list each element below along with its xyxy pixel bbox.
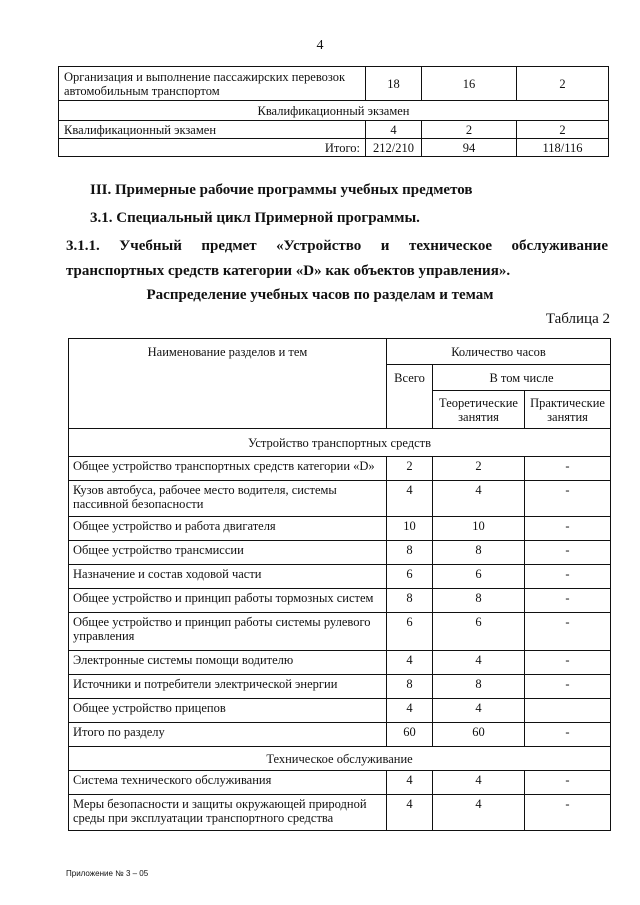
topic-total: 4 — [387, 795, 433, 831]
hours-distribution-table — [68, 338, 611, 831]
table-row — [69, 457, 611, 481]
topic-practice: - — [525, 795, 611, 831]
topic-total: 4 — [387, 699, 433, 723]
topic-practice: - — [525, 589, 611, 613]
topic-practice: - — [525, 771, 611, 795]
topic-name: Общее устройство и работа двигателя — [69, 517, 387, 541]
table-row — [69, 699, 611, 723]
table-total-row — [59, 139, 609, 157]
header-practice: Практические занятия — [525, 391, 611, 429]
header-name: Наименование разделов и тем — [69, 339, 387, 429]
topic-theory: 8 — [433, 541, 525, 565]
page-number: 4 — [316, 38, 324, 53]
topic-name: Общее устройство и принцип работы тормозных систем — [69, 589, 387, 613]
section-title: Устройство транспортных средств — [69, 429, 611, 457]
topic-total: 2 — [387, 457, 433, 481]
table-row — [69, 795, 611, 831]
topic-practice: - — [525, 675, 611, 699]
topic-total: 4 — [387, 771, 433, 795]
topic-name: Общее устройство трансмиссии — [69, 541, 387, 565]
topic-theory: 8 — [433, 589, 525, 613]
header-theory: Теоретические занятия — [433, 391, 525, 429]
table-row — [59, 121, 609, 139]
topic-theory: 6 — [433, 565, 525, 589]
topic-practice: - — [525, 565, 611, 589]
topic-practice — [525, 699, 611, 723]
topic-total: 8 — [387, 675, 433, 699]
topic-name: Общее устройство прицепов — [69, 699, 387, 723]
table-section-row — [69, 747, 611, 771]
topic-practice: - — [525, 457, 611, 481]
topic-total: 4 — [387, 481, 433, 517]
topic-practice: - — [525, 613, 611, 651]
table-row — [69, 771, 611, 795]
topic-total: 6 — [387, 565, 433, 589]
table-row — [69, 651, 611, 675]
table-row — [69, 675, 611, 699]
table-row — [69, 481, 611, 517]
topic-theory: 6 — [433, 613, 525, 651]
total-label: Итого: — [59, 139, 366, 157]
distribution-heading: Распределение учебных часов по разделам и темам — [146, 287, 494, 303]
header-including: В том числе — [433, 365, 611, 391]
total-hours: 212/210 — [366, 139, 422, 157]
topic-practice: - — [525, 481, 611, 517]
total-practice: 118/116 — [517, 139, 609, 157]
topic-theory: 4 — [433, 699, 525, 723]
topic-name: Система технического обслуживания — [69, 771, 387, 795]
topic-name: Источники и потребители электрической энергии — [69, 675, 387, 699]
table-row — [69, 517, 611, 541]
table-row — [59, 67, 609, 101]
subject-heading-line2: транспортных средств категории «D» как объектов управления». — [66, 263, 511, 279]
table-row — [69, 565, 611, 589]
row-theory: 16 — [422, 67, 517, 101]
row-practice: 2 — [517, 67, 609, 101]
topic-theory: 10 — [433, 517, 525, 541]
topic-practice: - — [525, 541, 611, 565]
exam-section-title: Квалификационный экзамен — [59, 101, 609, 121]
topic-theory: 4 — [433, 651, 525, 675]
topic-name: Назначение и состав ходовой части — [69, 565, 387, 589]
header-total: Всего — [387, 365, 433, 429]
section-heading: III. Примерные рабочие программы учебных предметов — [90, 182, 473, 198]
table-label: Таблица 2 — [545, 311, 610, 327]
table-section-row — [59, 101, 609, 121]
subtotal-theory: 60 — [433, 723, 525, 747]
row-theory: 2 — [422, 121, 517, 139]
subtotal-practice: - — [525, 723, 611, 747]
subtotal-total: 60 — [387, 723, 433, 747]
topic-total: 8 — [387, 589, 433, 613]
topic-theory: 8 — [433, 675, 525, 699]
table-row — [69, 613, 611, 651]
row-name: Квалификационный экзамен — [59, 121, 366, 139]
topic-name: Кузов автобуса, рабочее место водителя, системы пассивной безопасности — [69, 481, 387, 517]
subsection-heading: 3.1. Специальный цикл Примерной программы. — [90, 210, 420, 226]
hours-summary-table — [58, 66, 609, 157]
topic-name: Электронные системы помощи водителю — [69, 651, 387, 675]
row-total: 18 — [366, 67, 422, 101]
topic-total: 10 — [387, 517, 433, 541]
topic-name: Меры безопасности и защиты окружающей природной среды при эксплуатации транспортного средства — [69, 795, 387, 831]
topic-total: 4 — [387, 651, 433, 675]
table-section-row — [69, 429, 611, 457]
topic-name: Общее устройство транспортных средств категории «D» — [69, 457, 387, 481]
topic-total: 8 — [387, 541, 433, 565]
topic-theory: 2 — [433, 457, 525, 481]
table-subtotal-row — [69, 723, 611, 747]
topic-practice: - — [525, 517, 611, 541]
topic-theory: 4 — [433, 481, 525, 517]
table-row — [69, 589, 611, 613]
topic-theory: 4 — [433, 771, 525, 795]
row-practice: 2 — [517, 121, 609, 139]
section-title: Техническое обслуживание — [69, 747, 611, 771]
table-row — [69, 541, 611, 565]
subject-heading — [66, 234, 608, 284]
row-total: 4 — [366, 121, 422, 139]
topic-name: Общее устройство и принцип работы системы рулевого управления — [69, 613, 387, 651]
subject-heading-line1: 3.1.1. Учебный предмет «Устройство и техническое обслуживание — [66, 238, 608, 254]
row-name: Организация и выполнение пассажирских перевозок автомобильным транспортом — [59, 67, 366, 101]
topic-practice: - — [525, 651, 611, 675]
total-theory: 94 — [422, 139, 517, 157]
header-hours: Количество часов — [387, 339, 611, 365]
subtotal-label: Итого по разделу — [69, 723, 387, 747]
header-row — [69, 339, 611, 365]
topic-total: 6 — [387, 613, 433, 651]
topic-theory: 4 — [433, 795, 525, 831]
footer-note: Приложение № 3 – 05 — [66, 869, 149, 878]
